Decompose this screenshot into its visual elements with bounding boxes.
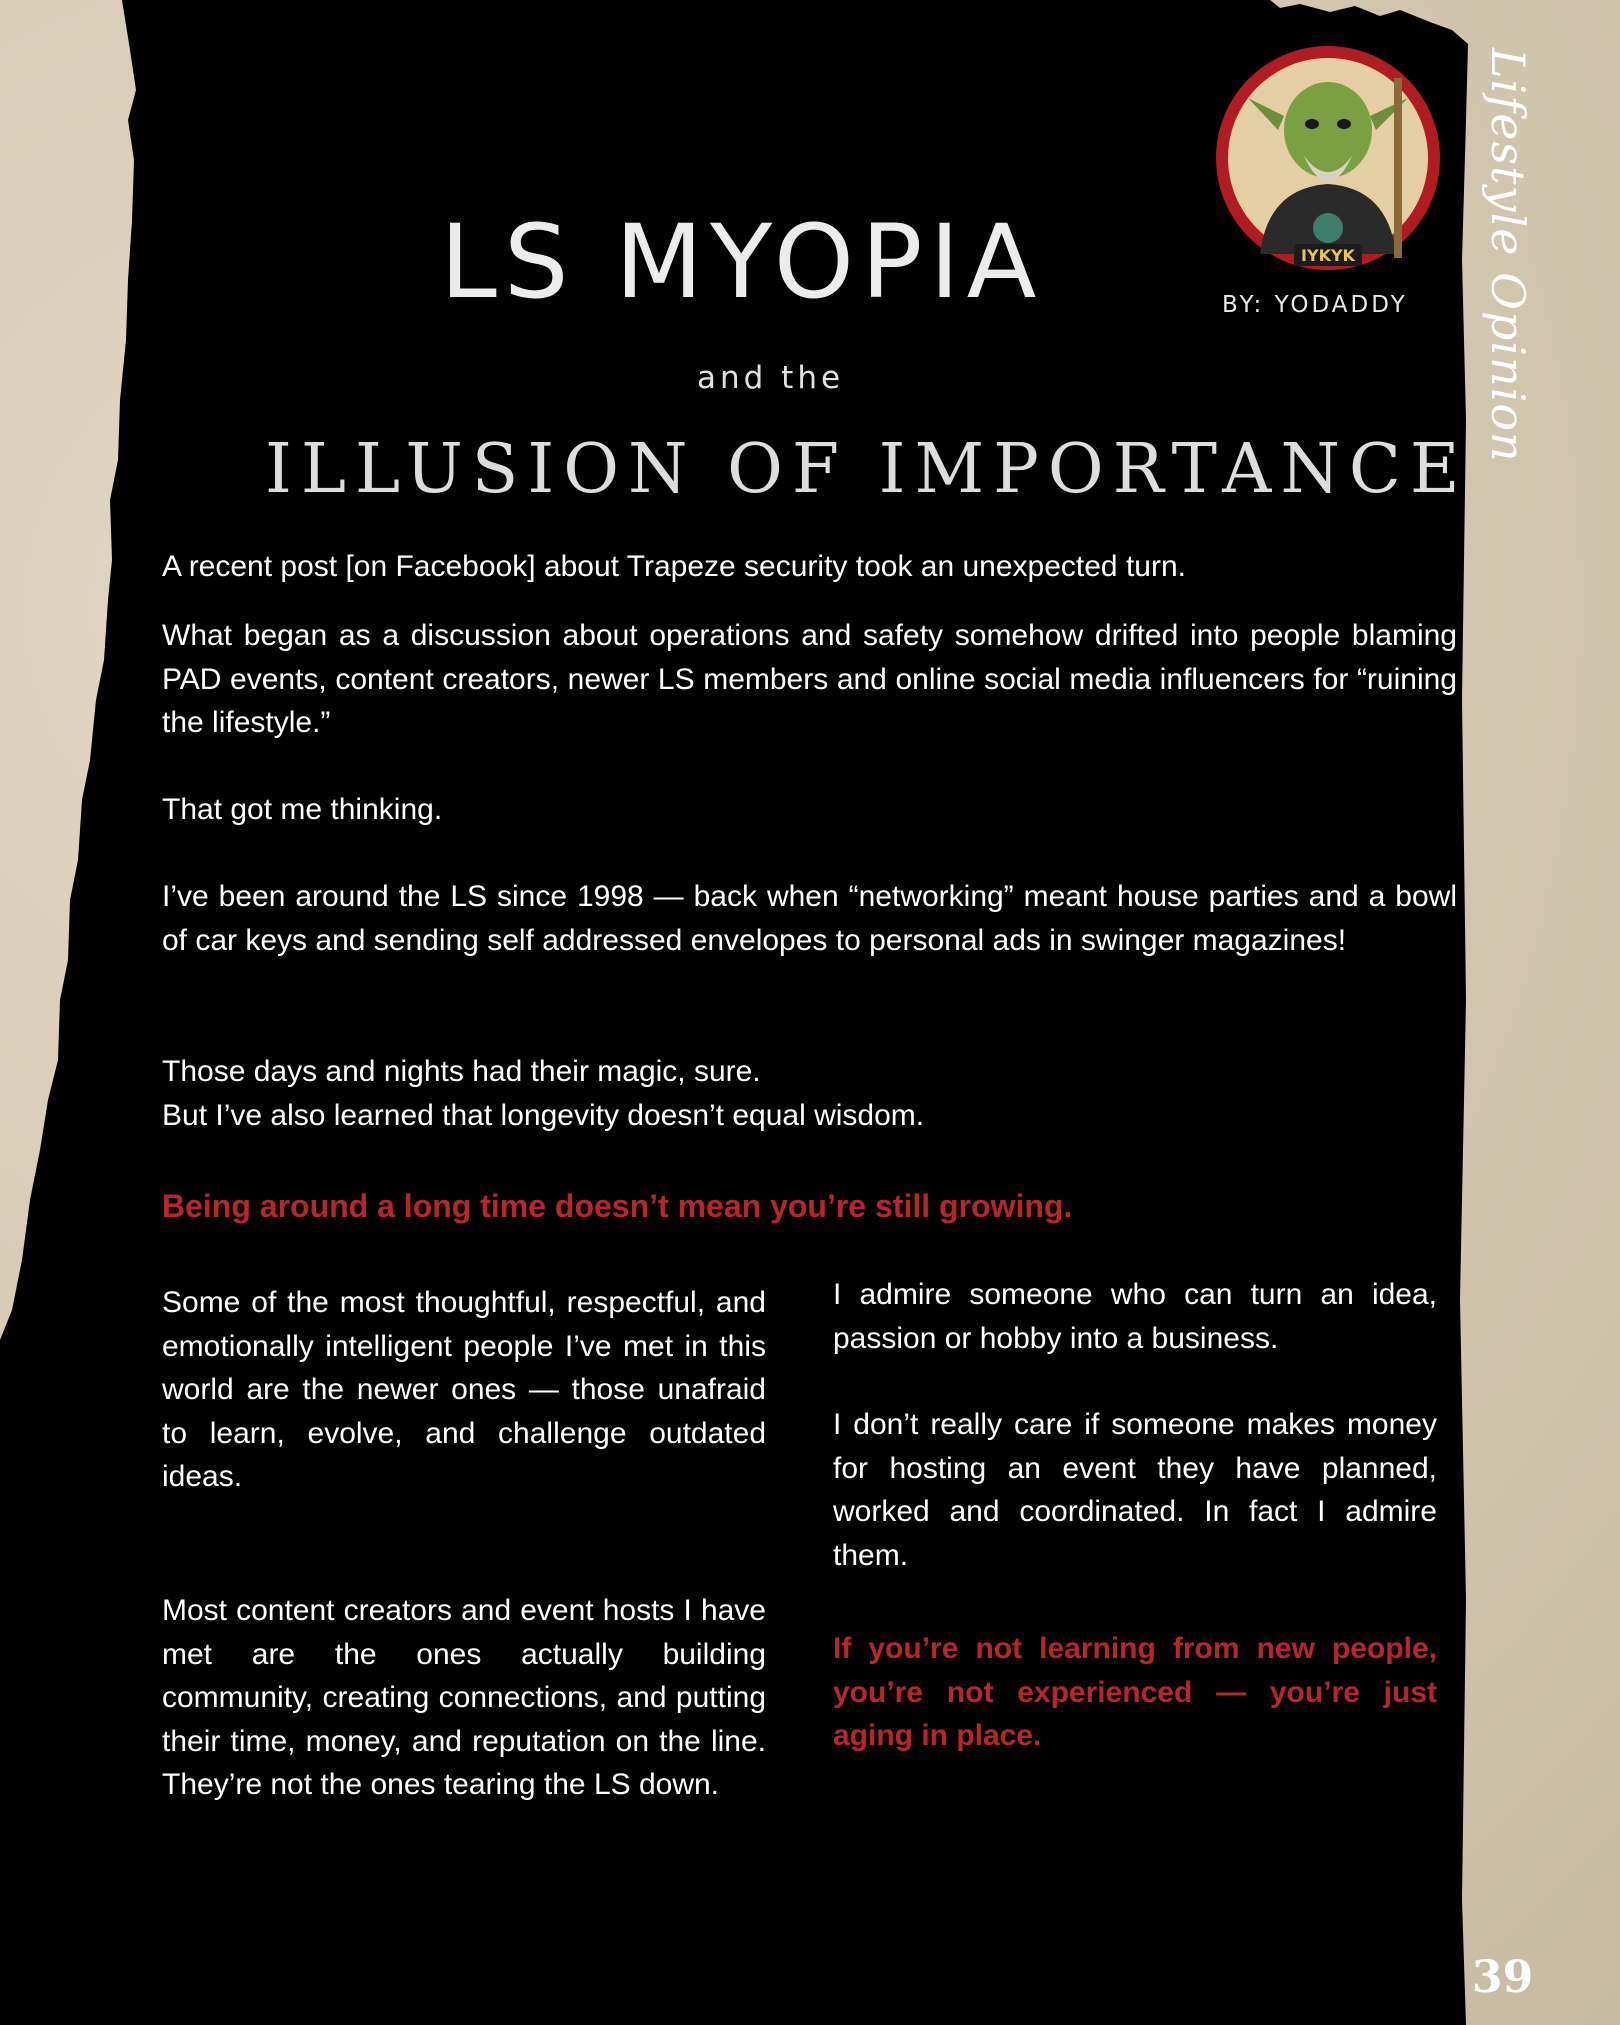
left-column-paragraph-1: Some of the most thoughtful, respectful, and emotionally intelligent people I’ve met in this world are the newer ones — those unafraid to learn, evolve, and challenge outdated ideas. bbox=[162, 1286, 766, 1493]
intro-paragraph-2: What began as a discussion about operations and safety somehow drifted into people blaming PAD events, content creators, newer LS members and online social media influencers for “ruining the lifestyle.” bbox=[162, 619, 1457, 739]
intro-paragraph-1: A recent post [on Facebook] about Trapeze security took an unexpected turn. bbox=[162, 550, 1186, 583]
right-column-paragraph-2: I don’t really care if someone makes money for hosting an event they have planned, worked and coordinated. In fact I admire them. bbox=[833, 1408, 1437, 1572]
page-subtitle: ILLUSION OF IMPORTANCE bbox=[265, 430, 1469, 509]
avatar-badge-text: IYKYK bbox=[1301, 246, 1355, 265]
title-connector: and the bbox=[697, 360, 845, 396]
pull-quote: Being around a long time doesn’t mean you’re still growing. bbox=[162, 1188, 1073, 1224]
author-avatar bbox=[1208, 38, 1448, 278]
page-title: LS MYOPIA bbox=[440, 203, 1044, 322]
intro-paragraph-4: I’ve been around the LS since 1998 — back when “networking” meant house parties and a bowl of car keys and sending self addressed envelopes to personal ads in swinger magazines! bbox=[162, 880, 1457, 957]
section-label: Lifestyle Opinion bbox=[1481, 48, 1535, 463]
intro-paragraph-5-line-2: But I’ve also learned that longevity doesn’t equal wisdom. bbox=[162, 1099, 925, 1132]
right-column-quote: If you’re not learning from new people, you’re not experienced — you’re just aging in place. bbox=[833, 1632, 1437, 1752]
intro-paragraph-5-line-1: Those days and nights had their magic, sure. bbox=[162, 1055, 761, 1088]
author-byline: BY: YODADDY bbox=[1222, 292, 1408, 318]
right-column-paragraph-1: I admire someone who can turn an idea, passion or hobby into a business. bbox=[833, 1278, 1437, 1355]
page-number: 39 bbox=[1472, 1952, 1534, 2003]
intro-paragraph-3: That got me thinking. bbox=[162, 793, 443, 826]
left-column-paragraph-2: Most content creators and event hosts I have met are the ones actually building community, creating connections, and putting their time, money, and reputation on the line. They’re not the ones tearing the LS down. bbox=[162, 1594, 766, 1801]
